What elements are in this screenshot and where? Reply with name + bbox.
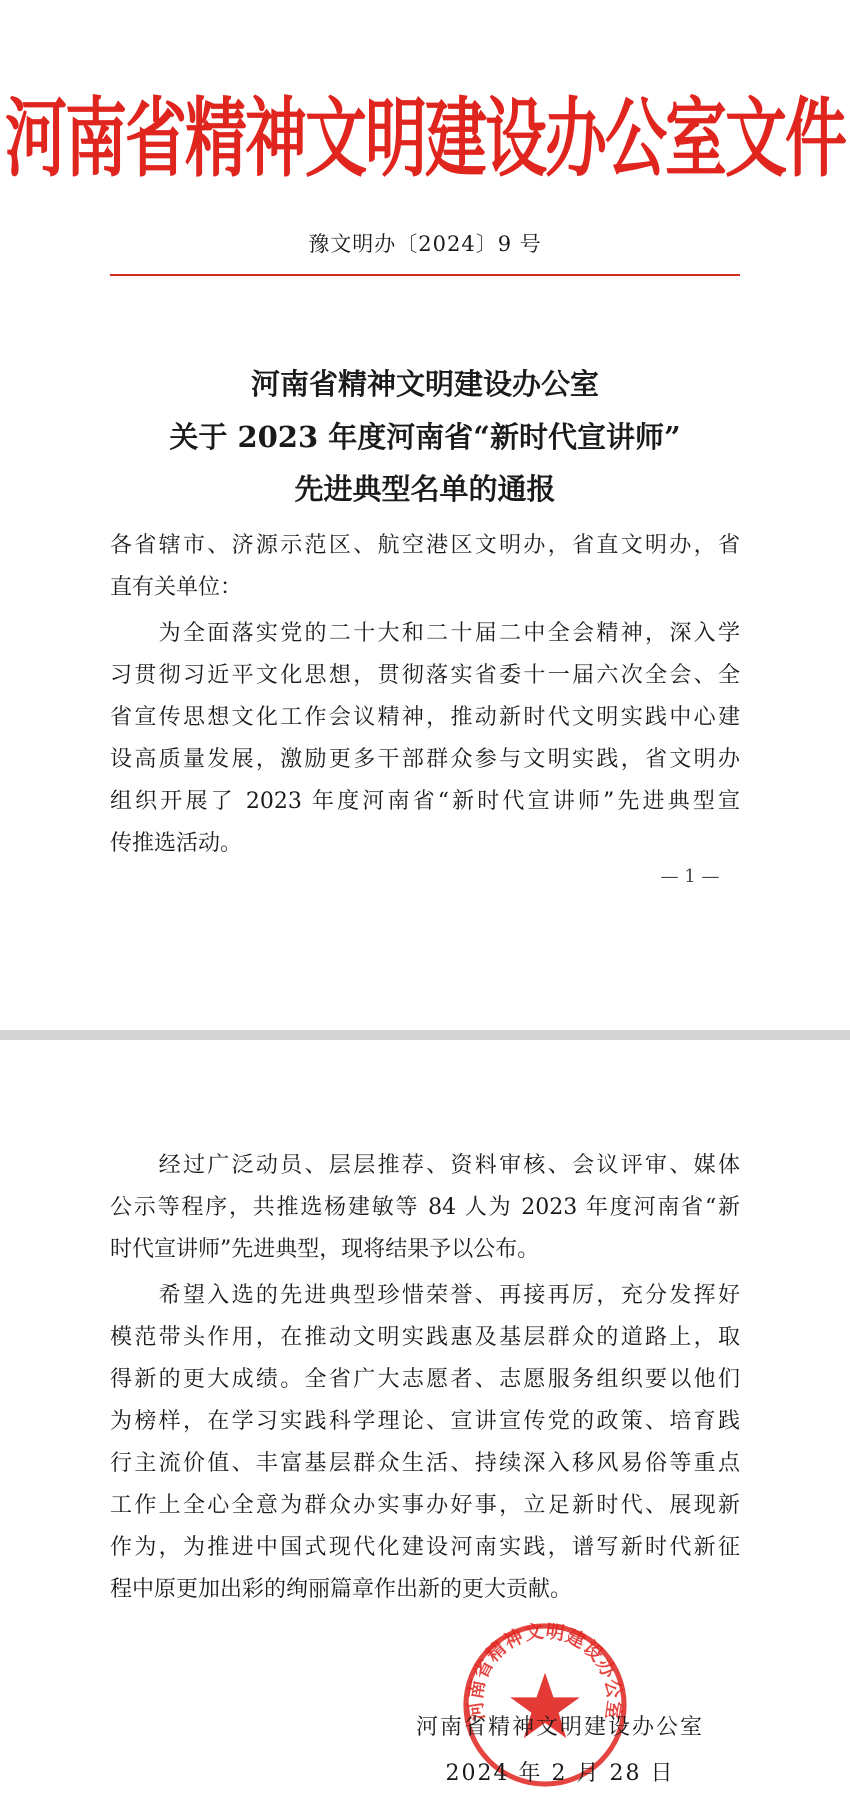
- body-line: 经过广泛动员、层层推荐、资料审核、会议评审、媒体: [110, 1153, 740, 1178]
- body-line: 为榜样，在学习实践科学理论、宣讲宣传党的政策、培育践: [110, 1409, 740, 1434]
- page-separator: [0, 1030, 850, 1040]
- body-line: 作为，为推进中国式现代化建设河南实践，谱写新时代新征: [110, 1535, 740, 1560]
- body-line: 时代宣讲师”先进典型，现将结果予以公布。: [110, 1237, 540, 1262]
- body-line: 习贯彻习近平文化思想，贯彻落实省委十一届六次全会、全: [110, 663, 740, 688]
- document-page-2: [0, 1040, 850, 1818]
- body-line: 公示等程序，共推选杨建敏等 84 人为 2023 年度河南省“新: [110, 1195, 740, 1220]
- body-line: 组织开展了 2023 年度河南省“新时代宣讲师”先进典型宣: [110, 789, 740, 814]
- body-line: 为全面落实党的二十大和二十届二中全会精神，深入学: [110, 621, 740, 646]
- svg-text:河南省精神文明建设办公室: 河南省精神文明建设办公室: [465, 1621, 625, 1722]
- body-line: 直有关单位：: [110, 575, 243, 600]
- masthead-title: 河南省精神文明建设办公室文件: [4, 87, 845, 189]
- page-number: — 1 —: [660, 866, 720, 887]
- body-line: 模范带头作用，在推动文明实践惠及基层群众的道路上，取: [110, 1325, 740, 1350]
- body-line: 传推选活动。: [110, 831, 243, 856]
- document-number: 豫文明办〔2024〕9 号: [308, 232, 542, 256]
- body-line: 行主流价值、丰富基层群众生活、持续深入移风易俗等重点: [110, 1451, 740, 1476]
- signature-date: 2024 年 2 月 28 日: [445, 1761, 675, 1786]
- body-line: 各省辖市、济源示范区、航空港区文明办，省直文明办，省: [110, 533, 740, 558]
- notice-title-line-1: 河南省精神文明建设办公室: [250, 367, 599, 401]
- body-line: 程中原更加出彩的绚丽篇章作出新的更大贡献。: [110, 1577, 573, 1602]
- body-line: 得新的更大成绩。全省广大志愿者、志愿服务组织要以他们: [110, 1367, 740, 1392]
- body-line: 省宣传思想文化工作会议精神，推动新时代文明实践中心建: [110, 705, 740, 730]
- body-line: 设高质量发展，激励更多干部群众参与文明实践，省文明办: [110, 747, 740, 772]
- red-divider: [110, 274, 740, 276]
- signature-organization: 河南省精神文明建设办公室: [415, 1715, 704, 1740]
- body-line: 希望入选的先进典型珍惜荣誉、再接再厉，充分发挥好: [110, 1283, 740, 1308]
- notice-title-line-2: 关于 2023 年度河南省“新时代宣讲师”: [169, 420, 681, 454]
- body-line: 工作上全心全意为群众办实事办好事，立足新时代、展现新: [110, 1493, 740, 1518]
- notice-title-line-3: 先进典型名单的通报: [294, 472, 556, 506]
